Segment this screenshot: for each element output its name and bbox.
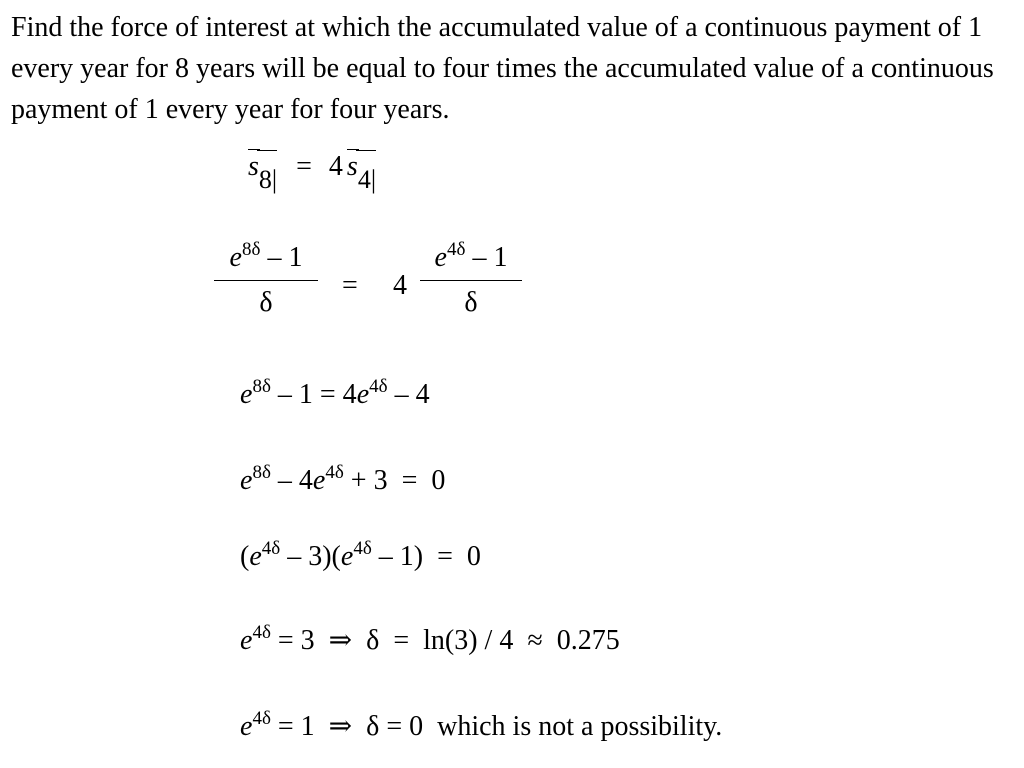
s-bar-symbol-left: s: [248, 151, 259, 182]
angle-subscript-right: 4|: [358, 153, 376, 181]
equation-step-4: $e^{8\delta} - 4e^{4\delta} + 3 = 0$: [240, 462, 446, 496]
coefficient: 4: [393, 270, 407, 301]
problem-statement: Find the force of interest at which the accumulated value of a continuous payment of 1 every year for 8 years will be equal to four times the accumulated value of a continuous payment of 1 every year for four years.: [11, 12, 994, 125]
coefficient: 4: [328, 151, 343, 182]
equation-step-5: $(e^{4\delta} - 3)(e^{4\delta} - 1) = 0$: [240, 538, 481, 572]
angle-subscript-left: 8|: [259, 153, 277, 181]
denominator-left: δ: [259, 287, 273, 318]
subscript-4: 4: [357, 165, 371, 194]
equation-step-3: $e^{8\delta} - 1 = 4e^{4\delta} - 4$: [240, 376, 430, 410]
equation-annuity: [248, 151, 377, 194]
denominator-right: δ: [464, 287, 478, 318]
fraction-left: [214, 239, 318, 318]
numerator-left: $e^{8\delta} - 1$: [229, 239, 303, 273]
equals-sign: =: [342, 270, 358, 301]
equation-solution-1: $e^{4\delta} = 3$ ⇒ δ = ln(3) / 4 ≈ 0.275: [240, 622, 620, 656]
numerator-right: $e^{4\delta} - 1$: [434, 239, 508, 273]
equals-sign: =: [296, 151, 312, 182]
fraction-right: [420, 239, 522, 318]
subscript-8: 8: [258, 165, 272, 194]
equation-solution-2: $e^{4\delta} = 1$ ⇒ δ = 0 which is not a possibility.: [240, 708, 723, 742]
s-bar-symbol-right: s: [346, 151, 358, 182]
